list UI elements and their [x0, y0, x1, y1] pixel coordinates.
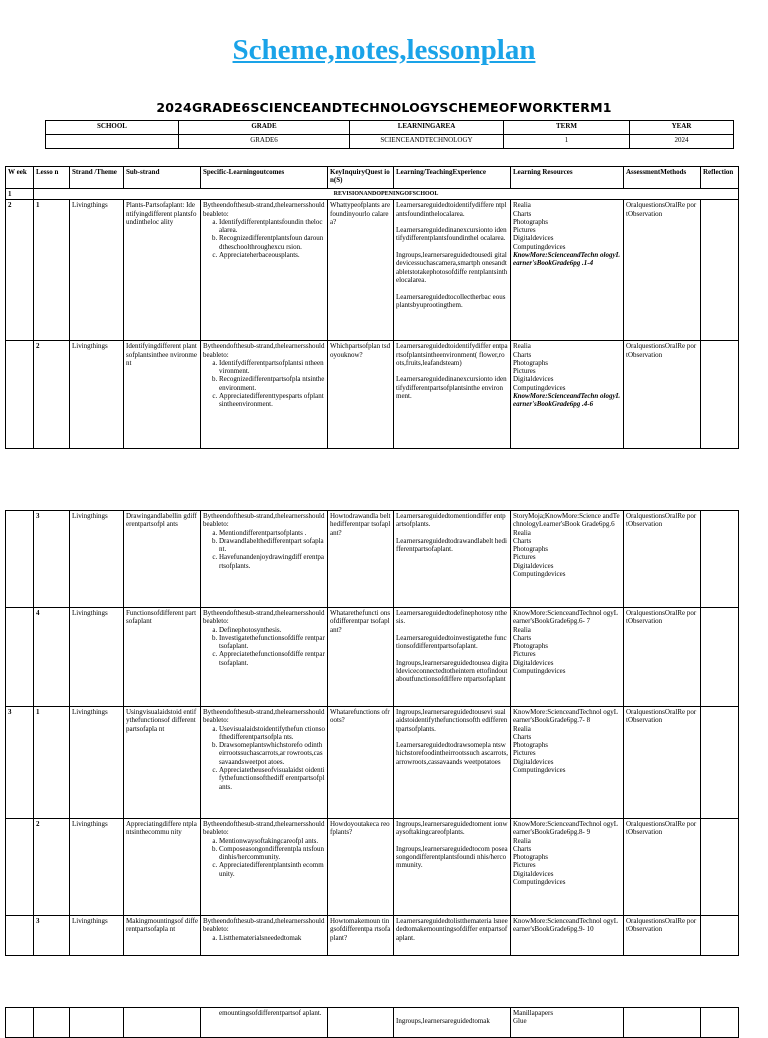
week-cell: 3 — [6, 707, 34, 819]
experience-item: Learnersareguidedtodrawsomepla ntswhichstorefoodintheirrootssuch ascarrots,arrowroots,cassavaands weetpotatoes — [396, 741, 508, 766]
table-row — [6, 819, 739, 916]
outcomes-cell — [201, 707, 328, 819]
strand-cell: Livingthings — [70, 916, 124, 956]
resource-item: Computingdevices — [513, 878, 566, 887]
resource-item: Computingdevices — [513, 667, 566, 676]
resource-item: Pictures — [513, 650, 536, 659]
week-cell — [6, 608, 34, 707]
col-inquiry: KeyInquiryQuest ion(S) — [328, 167, 394, 189]
meta-value-learning-area: SCIENCEANDTECHNOLOGY — [350, 135, 504, 149]
experience-item: Learnersareguidedtodrawandlabelt hedifferentpartsofaplant. — [396, 536, 507, 554]
substrand-cell: Makingmountingsof differentpartsofapla nt — [124, 916, 201, 956]
outcome-item: c. Appreciatedifferentplantsinth ecommunity. — [219, 861, 325, 878]
outcomes-cell — [201, 511, 328, 608]
experience-cell — [394, 341, 511, 449]
outcomes-cell — [201, 608, 328, 707]
resource-item: Digitaldevices — [513, 869, 554, 878]
outcome-item: a. Mentionwaysoftakingcareofpl ants. — [219, 837, 325, 845]
substrand-cell: Functionsofdifferent partsofaplant — [124, 608, 201, 707]
reflection-cell — [701, 511, 739, 608]
lesson-cell: 2 — [34, 341, 70, 449]
resource-item: Photographs — [513, 642, 548, 651]
meta-table — [45, 120, 734, 149]
outcome-item: b. Investigatethefunctionsofdiffe rentpartsofaplant. — [219, 634, 325, 651]
substrand-cell — [124, 1008, 201, 1038]
experience-item: Learnersareguidedinanexcursionto identifydifferentplantsfoundinthel ocalarea. — [396, 226, 507, 243]
outcomes-intro: Bytheendofthesub-strand,thelearnersshouldbeableto: — [203, 820, 325, 837]
outcome-item: c. Appreciatethefunctionsofdiffe rentpartsofaplant. — [219, 650, 325, 667]
resource-item: Digitaldevices — [513, 757, 554, 766]
col-outcomes: Specific-Learningoutcomes — [201, 167, 328, 189]
resources-cell — [511, 341, 624, 449]
resource-item: Charts — [513, 732, 532, 741]
experience-item: Ingroups,learnersareguidedtoment ionwaysoftakingcareofplants. — [396, 820, 508, 837]
reflection-cell — [701, 200, 739, 341]
resource-item: Computingdevices — [513, 383, 566, 392]
document-title: 2024GRADE6SCIENCEANDTECHNOLOGYSCHEMEOFWORKTERM1 — [156, 100, 612, 115]
scheme-table-part-1 — [5, 166, 739, 449]
outcomes-cell — [201, 341, 328, 449]
col-assessment: AssessmentMethods — [624, 167, 701, 189]
meta-value-grade: GRADE6 — [179, 135, 350, 149]
table-row — [6, 511, 739, 608]
resource-item: Realia — [513, 625, 531, 634]
week-cell — [6, 1008, 34, 1038]
inquiry-cell: Whichpartsofplan tsdoyouknow? — [328, 341, 394, 449]
resource-reference: KnowMore:ScienceandTechn ologyLearner'sBookGrade6pg .1-4 — [513, 251, 620, 268]
assessment-cell: OralquestionsOralRe portObservation — [624, 511, 701, 608]
outcomes-cell — [201, 819, 328, 916]
experience-cell: Ingroups,learnersareguidedtomak — [394, 1008, 511, 1038]
substrand-cell: Plants-Partsofaplant: Identifyingdifferent plantsfoundintheloc ality — [124, 200, 201, 341]
revision-row-text: REVISIONANDOPENINGOFSCHOOL — [34, 189, 739, 200]
resource-reference: KnowMore:ScienceandTechnol ogyLearner'sBookGrade6pg.6- 7 — [513, 609, 619, 626]
substrand-cell: Drawingandlabellin gdifferentpartsofpl ants — [124, 511, 201, 608]
revision-week: 1 — [6, 189, 34, 200]
resources-cell — [511, 916, 624, 956]
outcome-item: a. Usevisualaidstoidentifythefun ctionsofthedifferentpartsofpla nts. — [219, 725, 325, 742]
resource-item: Digitaldevices — [513, 375, 554, 384]
resource-item: Photographs — [513, 217, 548, 226]
table-row — [6, 707, 739, 819]
meta-header-learning-area: LEARNINGAREA — [350, 121, 504, 135]
assessment-cell — [624, 1008, 701, 1038]
outcome-item: b. Composeasongondifferentpla ntsfoundinhis/hercommunity. — [219, 845, 325, 862]
inquiry-cell: Howtomakemoun tingsofdifferentpa rtsofaplant? — [328, 916, 394, 956]
reflection-cell — [701, 916, 739, 956]
outcome-item: b. Drawsomeplantswhichstorefo odintheirrootssuchascarrots,ar rowroots,cassavaandsweetpot atoes. — [219, 741, 325, 766]
resource-item: Pictures — [513, 226, 536, 235]
page-banner-title[interactable]: Scheme,notes,lessonplan — [232, 34, 536, 66]
outcome-item: c. Appreciateherbaceousplants. — [219, 251, 325, 259]
resource-item: Photographs — [513, 545, 548, 554]
outcomes-intro: Bytheendofthesub-strand,thelearnersshouldbeableto: — [203, 342, 325, 359]
meta-value-term: 1 — [504, 135, 630, 149]
resource-item: Computingdevices — [513, 570, 566, 579]
resource-item: Realia — [513, 724, 531, 733]
resource-reference: StoryMoja;KnowMore:Science andTechnologyLearner'sBook Grade6pg.6 — [513, 512, 620, 529]
lesson-cell: 1 — [34, 200, 70, 341]
lesson-cell: 1 — [34, 707, 70, 819]
resources-cell — [511, 200, 624, 341]
outcomes-intro: Bytheendofthesub-strand,thelearnersshouldbeableto: — [203, 512, 325, 529]
reflection-cell — [701, 707, 739, 819]
col-lesson: Lesso n — [34, 167, 70, 189]
outcome-item: a. Listthematerialsneededtomak — [219, 934, 325, 942]
resource-item: Realia — [513, 836, 531, 845]
outcomes-cell — [201, 200, 328, 341]
table-row — [6, 341, 739, 449]
assessment-cell: OralquestionsOralRe portObservation — [624, 341, 701, 449]
resources-cell — [511, 707, 624, 819]
experience-item: Learnersareguidedtoidentifydiffer entpartsofplantsintheenvironment( flower,roots,fruits,leafandsteam) — [396, 342, 508, 367]
resource-item: Glue — [513, 1017, 527, 1026]
meta-header-term: TERM — [504, 121, 630, 135]
resource-item: Realia — [513, 528, 531, 537]
reflection-cell — [701, 608, 739, 707]
inquiry-cell: Howdoyoutakeca reofplants? — [328, 819, 394, 916]
assessment-cell: OralquestionsOralRe portObservation — [624, 916, 701, 956]
strand-cell — [70, 1008, 124, 1038]
experience-cell — [394, 608, 511, 707]
outcome-item: b. Drawandlabelthedifferentpart sofaplant. — [219, 537, 325, 554]
reflection-cell — [701, 341, 739, 449]
lesson-cell: 3 — [34, 511, 70, 608]
resource-item: Pictures — [513, 861, 536, 870]
week-cell: 2 — [6, 200, 34, 341]
inquiry-cell: Howtodrawandla belthedifferentpar tsofaplant? — [328, 511, 394, 608]
strand-cell: Livingthings — [70, 707, 124, 819]
meta-header-year: YEAR — [630, 121, 734, 135]
col-reflection: Reflection — [701, 167, 739, 189]
strand-cell: Livingthings — [70, 608, 124, 707]
experience-cell — [394, 819, 511, 916]
outcomes-intro: Bytheendofthesub-strand,thelearnersshouldbeableto: — [203, 917, 325, 934]
outcomes-intro: Bytheendofthesub-strand,thelearnersshouldbeableto: — [203, 201, 325, 218]
scheme-table-part-2 — [5, 510, 739, 956]
assessment-cell: OralquestionsOralRe portObservation — [624, 200, 701, 341]
col-resources: Learning Resources — [511, 167, 624, 189]
experience-item: Ingroups,learnersareguidedtousedi gitaldevicessuchascamera,smartph onesandtabletstotakephotosofdiffe rentplantsinthelocalarea. — [396, 251, 508, 284]
col-experience: Learning/TeachingExperience — [394, 167, 511, 189]
assessment-cell: OralquestionsOralRe portObservation — [624, 819, 701, 916]
outcome-item: a. Identifydifferentpartsofplantsi ntheenvironment. — [219, 359, 325, 376]
reflection-cell — [701, 1008, 739, 1038]
outcome-item: a. Definephotosynthesis. — [219, 626, 325, 634]
strand-cell: Livingthings — [70, 819, 124, 916]
strand-cell: Livingthings — [70, 511, 124, 608]
week-cell — [6, 819, 34, 916]
outcome-item: a. Identifydifferentplantsfoundin thelocalarea. — [219, 218, 325, 235]
resource-item: Realia — [513, 342, 531, 351]
experience-item: Learnersareguidedinanexcursionto identifydifferentpartsofplantsinthe environment. — [396, 375, 507, 401]
resource-item: Charts — [513, 536, 532, 545]
col-substrand: Sub-strand — [124, 167, 201, 189]
lesson-cell: 2 — [34, 819, 70, 916]
outcomes-cell — [201, 916, 328, 956]
lesson-cell — [34, 1008, 70, 1038]
substrand-cell: Appreciatingdiffere ntplantsinthecommu nity — [124, 819, 201, 916]
table-row — [6, 1008, 739, 1038]
outcome-item: c. Havefunandenjoydrawingdiff erentpartsofplants. — [219, 553, 325, 570]
resource-item: Computingdevices — [513, 766, 566, 775]
resource-item: Charts — [513, 633, 532, 642]
resource-item: Photographs — [513, 358, 548, 367]
resource-item: Photographs — [513, 853, 548, 862]
strand-cell: Livingthings — [70, 341, 124, 449]
resources-cell — [511, 511, 624, 608]
resource-item: Pictures — [513, 367, 536, 376]
resource-reference: KnowMore:ScienceandTechn ologyLearner'sBookGrade6pg .4-6 — [513, 392, 620, 409]
experience-cell — [394, 707, 511, 819]
experience-item: Ingroups,learnersareguidedtousea digitaldeviceconnectedtotheintern ettofindoutaboutfunctionsofdiffere ntpartsofaplant — [396, 658, 508, 684]
table-row — [6, 608, 739, 707]
resources-cell — [511, 819, 624, 916]
meta-header-grade: GRADE — [179, 121, 350, 135]
reflection-cell — [701, 819, 739, 916]
outcome-item: c. Appreciatedifferenttypesparts ofplantsintheenvironment. — [219, 392, 325, 409]
lesson-cell: 4 — [34, 608, 70, 707]
lesson-cell: 3 — [34, 916, 70, 956]
resources-cell — [511, 608, 624, 707]
resource-item: Digitaldevices — [513, 561, 554, 570]
assessment-cell: OralquestionsOralRe portObservation — [624, 707, 701, 819]
resource-item: Charts — [513, 844, 532, 853]
resource-item: Manillapapers — [513, 1009, 554, 1017]
outcome-item: b. Recognizedifferentplantsfoun daroundtheschoolthroughexcu rsion. — [219, 234, 325, 251]
strand-cell: Livingthings — [70, 200, 124, 341]
experience-item: Learnersareguidedtomentiondiffer entpartsofplants. — [396, 512, 506, 529]
outcome-item: a. Mentiondifferentpartsofplants . — [219, 529, 325, 537]
resource-item: Digitaldevices — [513, 658, 554, 667]
outcomes-intro: Bytheendofthesub-strand,thelearnersshouldbeableto: — [203, 609, 325, 626]
outcome-item: b. Recognizedifferentpartsofpla ntsintheenvironment. — [219, 375, 325, 392]
scheme-table-part-3 — [5, 1007, 739, 1038]
week-cell — [6, 511, 34, 608]
experience-cell — [394, 916, 511, 956]
resource-item: Digitaldevices — [513, 234, 554, 243]
experience-cell — [394, 200, 511, 341]
week-cell — [6, 341, 34, 449]
resource-reference: KnowMore:ScienceandTechnol ogyLearner'sBookGrade6pg.9- 10 — [513, 917, 619, 934]
outcome-item: c. Appreciatetheuseofvisualaidst oidentifythefunctionsofthediff erentpartsofplants. — [219, 766, 325, 791]
meta-header-school: SCHOOL — [46, 121, 179, 135]
experience-item: Learnersareguidedtolistthemateria lsneededtomakemountingsofdiffer entpartsofaplant. — [396, 917, 508, 942]
inquiry-cell: Whatarethefuncti onsofdifferentpar tsofaplant? — [328, 608, 394, 707]
experience-item: Learnersareguidedtoinvestigatethe functionsofdifferentpartsofaplant. — [396, 633, 507, 651]
resource-item: Photographs — [513, 741, 548, 750]
resource-item: Charts — [513, 209, 532, 218]
resource-item: Charts — [513, 350, 532, 359]
resource-reference: KnowMore:ScienceandTechnol ogyLearner'sBookGrade6pg.7- 8 — [513, 708, 619, 725]
substrand-cell: Usingvisualaidstoid entifythefunctionsof differentpartsofapla nt — [124, 707, 201, 819]
col-week: W eek — [6, 167, 34, 189]
experience-item: Learnersareguidedtocollectherbac eousplantsbyuprootingthem. — [396, 292, 506, 309]
experience-item: Ingroups,learnersareguidedtocom poseasongondifferentplantsfoundi nhis/hercommunity. — [396, 844, 508, 870]
assessment-cell: OralquestionsOralRe portObservation — [624, 608, 701, 707]
inquiry-cell: Whatarefunctions ofroots? — [328, 707, 394, 819]
meta-value-school — [46, 135, 179, 149]
resource-item: Computingdevices — [513, 242, 566, 251]
resource-item: Realia — [513, 201, 531, 210]
resources-cell — [511, 1008, 624, 1038]
week-cell — [6, 916, 34, 956]
resource-reference: KnowMore:ScienceandTechnol ogyLearner'sBookGrade6pg.8- 9 — [513, 820, 619, 837]
table-row — [6, 200, 739, 341]
experience-cell — [394, 511, 511, 608]
resource-item: Pictures — [513, 553, 536, 562]
resource-item: Pictures — [513, 749, 536, 758]
meta-value-year: 2024 — [630, 135, 734, 149]
substrand-cell: Identifyingdifferent plantsofplantsinthee nvironment — [124, 341, 201, 449]
experience-item: Learnersareguidedtodefinephotosy nthesis. — [396, 609, 507, 626]
inquiry-cell: Whattypeofplants arefoundinyourlo calarea? — [328, 200, 394, 341]
experience-item: Learnersareguidedtoidentifydiffere ntplantsfoundinthelocalarea. — [396, 201, 507, 218]
col-strand: Strand /Theme — [70, 167, 124, 189]
outcomes-cell: emountingsofdifferentpartsof aplant. — [201, 1008, 328, 1038]
outcomes-intro: Bytheendofthesub-strand,thelearnersshouldbeableto: — [203, 708, 325, 725]
table-row — [6, 916, 739, 956]
experience-item: Ingroups,learnersareguidedtousevi sualaidstoidentifythefunctionsofth edifferentpartsofplants. — [396, 708, 508, 733]
inquiry-cell — [328, 1008, 394, 1038]
